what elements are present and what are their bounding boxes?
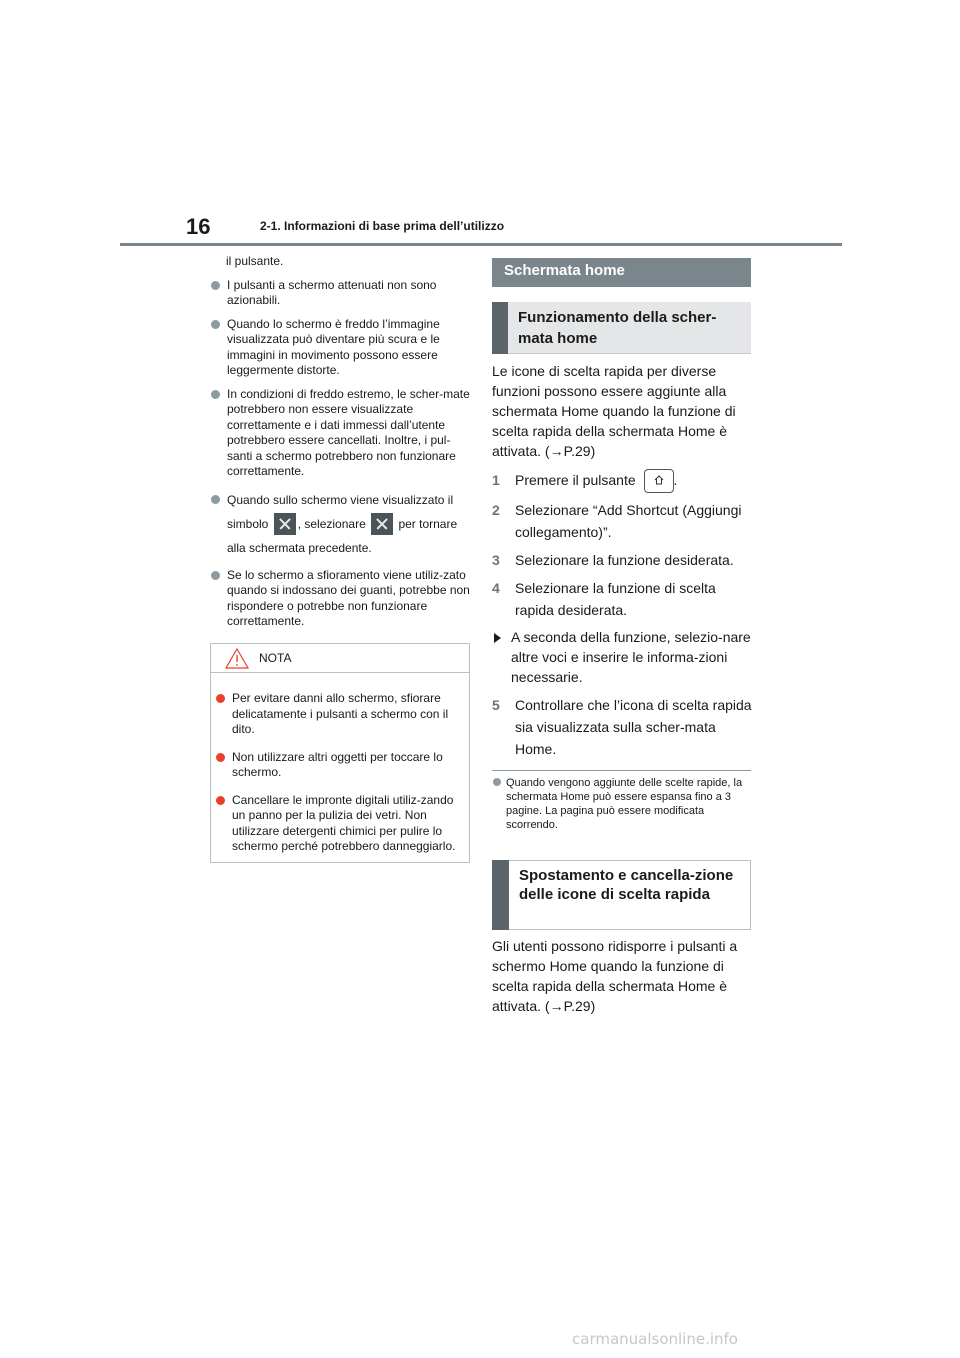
bullet-icon <box>211 281 220 290</box>
right-column <box>492 361 754 766</box>
bullet-icon <box>211 495 220 504</box>
bullet-icon <box>216 796 225 805</box>
step-5: 5 Controllare che l’icona di scelta rapida sia visualizzata sulla scher-mata Home. <box>492 697 752 758</box>
bullet-icon <box>216 694 225 703</box>
list-item: Quando lo schermo è freddo l’immagine visualizzata può diventare più scura e le immagini in movimento possono essere leggermente distorte. <box>210 317 472 379</box>
watermark: carmanualsonline.info <box>572 1330 738 1348</box>
bullet-icon <box>211 390 220 399</box>
list-item: Se lo schermo a sfioramento viene utiliz-zato quando si indossano dei guanti, potrebbe non rispondere o potrebbe non funzionare correttamente. <box>210 568 472 630</box>
bullet-icon <box>216 753 225 762</box>
heading-bar <box>492 302 508 354</box>
step-2: 2 Selezionare “Add Shortcut (Aggiungi collegamento)”. <box>492 502 742 541</box>
bullet-icon <box>493 778 501 786</box>
nota-box <box>210 643 470 863</box>
intro-text: Le icone di scelta rapida per diverse funzioni possono essere aggiunte alla schermata Home quando la funzione di scelta rapida della schermata Home è attivata. (→P.29) <box>492 363 736 459</box>
left-column <box>210 254 472 638</box>
step-4: 4 Selezionare la funzione di scelta rapida desiderata. <box>492 580 716 619</box>
continuation-text: il pulsante. <box>226 254 284 268</box>
list-item: Cancellare le impronte digitali utiliz-zando un panno per la pulizia dei vetri. Non utilizzare detergenti chimici per pulire lo schermo perché potrebbero danneggiarlo. <box>215 793 465 855</box>
list-item: Non utilizzare altri oggetti per toccare lo schermo. <box>215 750 465 781</box>
sub-heading: Funzionamento della scher-mata home <box>492 302 751 354</box>
note-divider <box>492 770 751 771</box>
main-heading: Schermata home <box>492 258 751 287</box>
list-item: Per evitare danni allo schermo, sfiorare delicatamente i pulsanti a schermo con il dito. <box>215 691 465 738</box>
nota-body <box>211 673 469 855</box>
list-item: Quando vengono aggiunte delle scelte rapide, la schermata Home può essere espansa fino a 3 pagine. La pagina può essere modificata scorrendo. <box>492 776 751 832</box>
nota-header <box>211 644 469 673</box>
sub-heading-2: Spostamento e cancella-zione delle icone di scelta rapida <box>492 860 751 930</box>
step-3: 3 Selezionare la funzione desiderata. <box>492 552 734 569</box>
step-1: 1 Premere il pulsante . <box>492 469 754 493</box>
bullet-icon <box>211 320 220 329</box>
warning-icon <box>225 648 249 669</box>
page-number: 16 <box>186 214 211 239</box>
nota-label: NOTA <box>259 651 292 665</box>
header-divider <box>120 243 842 246</box>
outro-column <box>492 936 754 1016</box>
heading-bar <box>492 860 509 930</box>
info-note <box>492 776 751 840</box>
bullet-icon <box>211 571 220 580</box>
outro-text: Gli utenti possono ridisporre i pulsanti a schermo Home quando la funzione di scelta rapida della schermata Home è attivata. (→P.29) <box>492 938 738 1014</box>
close-icon <box>371 513 393 535</box>
home-button-icon <box>644 469 674 493</box>
list-item: I pulsanti a schermo attenuati non sono azionabili. <box>210 278 472 309</box>
list-item: In condizioni di freddo estremo, le scher-mate potrebbero non essere visualizzate correttamente e i dati immessi dall’utente potrebbero essere cancellati. Inoltre, i pul-santi a schermo potrebbero non funzionare correttamente. <box>210 387 472 480</box>
list-item: Quando sullo schermo viene visualizzato il simbolo , selezionare per tornare alla schermata precedente. <box>210 488 472 560</box>
section-title: 2-1. Informazioni di base prima dell’utilizzo <box>260 219 505 233</box>
sub-bullet: A seconda della funzione, selezio-nare altre voci e inserire le informa-zioni necessarie. <box>492 627 754 687</box>
arrow-bullet-icon <box>494 633 501 643</box>
close-icon <box>274 513 296 535</box>
